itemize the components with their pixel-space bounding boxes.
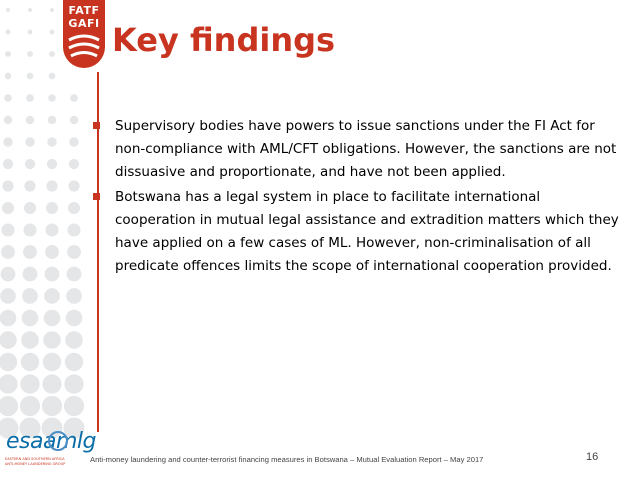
background-dot bbox=[0, 310, 16, 327]
background-dot bbox=[27, 51, 33, 57]
background-dot bbox=[23, 245, 37, 259]
background-dot bbox=[27, 73, 34, 80]
background-dot bbox=[5, 73, 12, 80]
background-dot bbox=[6, 8, 10, 12]
background-dot bbox=[21, 331, 39, 349]
page-number: 16 bbox=[586, 451, 599, 463]
background-dot bbox=[20, 374, 39, 393]
background-dot bbox=[6, 30, 11, 35]
footer-text: Anti-money laundering and counter-terrorist financing measures in Botswana – Mutual Evaluation Report – May 2017 bbox=[90, 455, 484, 464]
background-dot bbox=[0, 331, 17, 349]
background-dot bbox=[4, 116, 13, 125]
background-dot bbox=[47, 159, 57, 169]
background-dot bbox=[24, 224, 37, 237]
background-dot bbox=[42, 374, 61, 393]
background-dot bbox=[24, 202, 36, 214]
background-dot bbox=[64, 374, 83, 393]
background-dot bbox=[23, 267, 38, 282]
background-dot bbox=[3, 137, 12, 146]
esaamlg-logo bbox=[0, 425, 96, 479]
background-dot bbox=[22, 310, 39, 327]
background-dot bbox=[68, 202, 80, 214]
background-dot bbox=[42, 396, 62, 416]
background-dot bbox=[68, 224, 81, 237]
background-dot bbox=[0, 353, 17, 371]
background-dot bbox=[3, 159, 13, 169]
fatf-logo-line1: FATF bbox=[68, 4, 100, 17]
background-dot bbox=[25, 137, 34, 146]
esaamlg-logo-wordmark: esaamlg bbox=[6, 429, 96, 454]
background-dot bbox=[45, 245, 59, 259]
esaamlg-logo-subtitle: EASTERN AND SOUTHERN AFRICA ANTI-MONEY LAUNDERING GROUP bbox=[5, 457, 66, 466]
background-dot bbox=[47, 137, 56, 146]
background-dot bbox=[49, 51, 55, 57]
background-dot bbox=[0, 374, 18, 393]
background-dot bbox=[45, 267, 60, 282]
background-dot bbox=[65, 353, 83, 371]
bullet-text: Botswana has a legal system in place to facilitate international cooperation in mutual legal assistance and extradition matters which they have applied on a few cases of ML. However, non-criminalisation of all predicate offences limits the scope of international cooperation provided. bbox=[115, 189, 619, 274]
background-dot bbox=[25, 159, 35, 169]
background-dot bbox=[43, 353, 61, 371]
background-dot bbox=[48, 94, 56, 102]
background-dot bbox=[46, 224, 59, 237]
background-dot bbox=[21, 353, 39, 371]
bullet-square-icon bbox=[93, 193, 100, 200]
background-dot bbox=[50, 30, 55, 35]
bullet-text: Supervisory bodies have powers to issue sanctions under the FI Act for non-compliance with AML/CFT obligations. However, the sanctions are not dissuasive and proportionate, and have not been applied. bbox=[115, 118, 617, 180]
background-dot bbox=[70, 94, 78, 102]
bullet-list bbox=[90, 115, 620, 280]
background-dot bbox=[66, 288, 82, 304]
background-dot bbox=[5, 51, 11, 57]
background-dot bbox=[46, 180, 57, 191]
background-dot bbox=[20, 396, 40, 416]
background-dot bbox=[26, 94, 34, 102]
background-dot bbox=[70, 116, 79, 125]
slide-title: Key findings bbox=[112, 21, 336, 59]
background-dot bbox=[2, 224, 15, 237]
background-dot bbox=[67, 245, 81, 259]
background-dot bbox=[0, 288, 16, 304]
background-dot bbox=[28, 8, 32, 12]
background-dot bbox=[2, 202, 14, 214]
background-dot bbox=[68, 180, 79, 191]
background-dot bbox=[2, 180, 13, 191]
background-dot bbox=[43, 331, 61, 349]
background-dot bbox=[0, 396, 18, 416]
bullet-square-icon bbox=[93, 122, 100, 129]
background-dot bbox=[26, 116, 35, 125]
background-dot bbox=[24, 180, 35, 191]
background-dot bbox=[50, 8, 54, 12]
background-dot bbox=[67, 267, 82, 282]
background-dot bbox=[28, 30, 33, 35]
dot-pattern-decoration bbox=[0, 0, 90, 479]
fatf-logo-line2: GAFI bbox=[68, 17, 100, 30]
background-dot bbox=[44, 288, 60, 304]
background-dot bbox=[22, 288, 38, 304]
bullet-item bbox=[90, 115, 620, 184]
background-dot bbox=[44, 310, 61, 327]
bullet-item bbox=[90, 186, 620, 278]
background-dot bbox=[69, 137, 78, 146]
background-dot bbox=[1, 267, 16, 282]
background-dot bbox=[4, 94, 12, 102]
globe-icon bbox=[48, 431, 68, 451]
background-dot bbox=[64, 396, 84, 416]
background-dot bbox=[66, 310, 83, 327]
background-dot bbox=[49, 73, 56, 80]
background-dot bbox=[46, 202, 58, 214]
background-dot bbox=[1, 245, 15, 259]
background-dot bbox=[69, 159, 79, 169]
fatf-logo-waves-icon bbox=[63, 0, 105, 68]
background-dot bbox=[48, 116, 57, 125]
background-dot bbox=[65, 331, 83, 349]
fatf-logo bbox=[63, 0, 105, 68]
